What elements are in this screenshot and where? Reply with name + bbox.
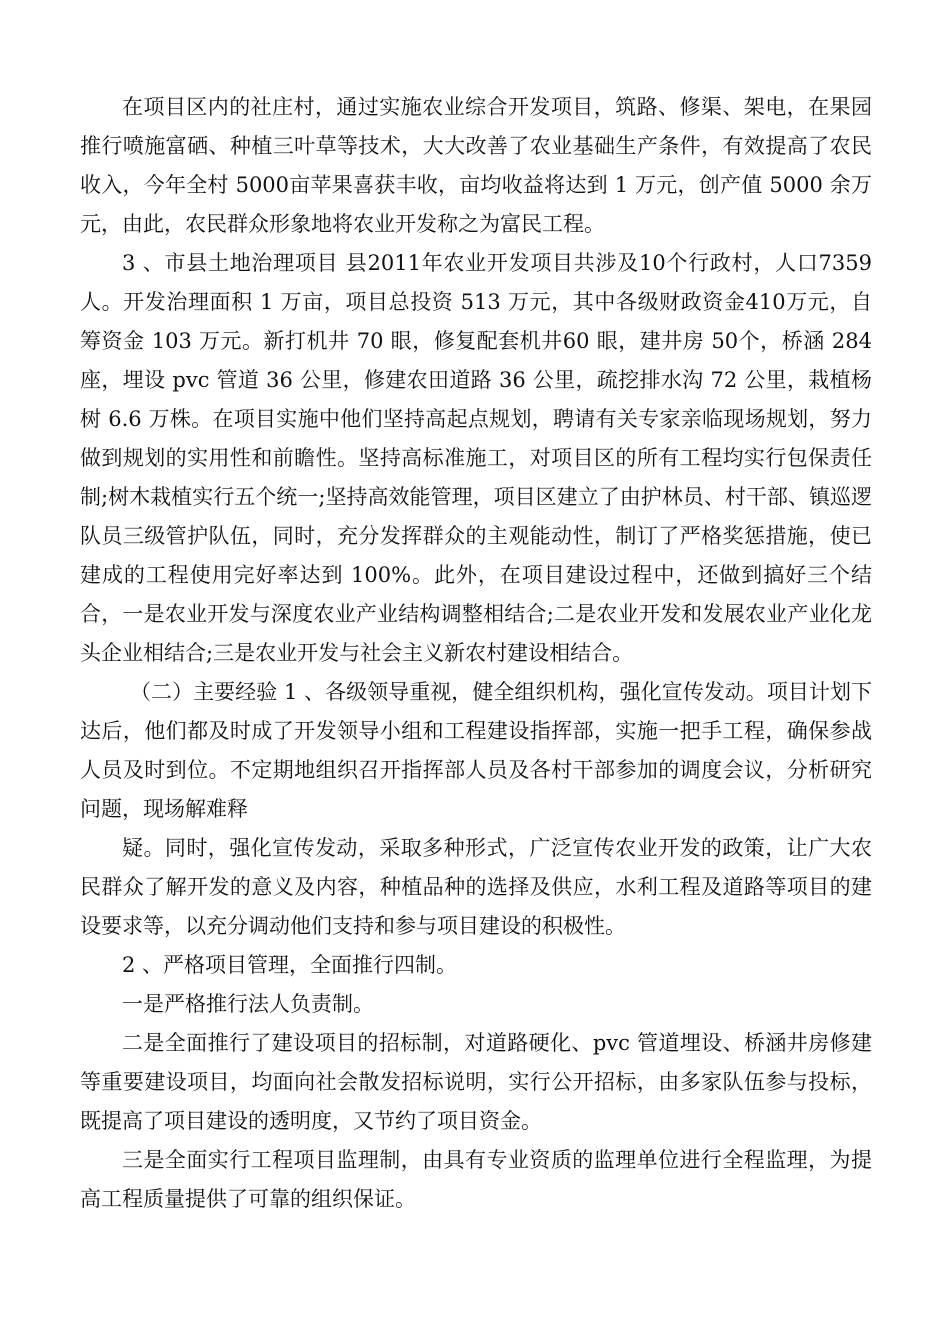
paragraph-land-treatment-project: 3 、市县土地治理项目 县2011年农业开发项目共涉及10个行政村，人口7359人。开发治理面积 1 万亩，项目总投资 513 万元，其中各级财政资金410万元，自筹资金 103 万元。新打机井 70 眼，修复配套机井60 眼，建井房 50个，桥涵 284 座，埋设 pvc 管道 36 公里，修建农田道路 36 公里，疏挖排水沟 72 公里，栽植杨树 6.6 万株。在项目实施中他们坚持高起点规划，聘请有关专家亲临现场规划，努力做到规划的实用性和前瞻性。坚持高标准施工，对项目区的所有工程均实行包保责任制;树木栽植实行五个统一;坚持高效能管理，项目区建立了由护林员、村干部、镇巡逻队员三级管护队伍，同时，充分发挥群众的主观能动性，制订了严格奖惩措施，使已建成的工程使用完好率达到 100%。此外，在项目建设过程中，还做到搞好三个结合，一是农业开发与深度农业产业结构调整相结合;二是农业开发和发展农业产业化龙头企业相结合;三是农业开发与社会主义新农村建设相结合。 bbox=[80, 251, 872, 665]
paragraph-shezhuang-village: 在项目区内的社庄村，通过实施农业综合开发项目，筑路、修渠、架电，在果园推行喷施富硒、种植三叶草等技术，大大改善了农业基础生产条件，有效提高了农民收入，今年全村 5000亩苹果喜获丰收，亩均收益将达到 1 万元，创产值 5000 余万元，由此，农民群众形象地将农业开发称之为富民工程。 bbox=[80, 95, 872, 236]
paragraph-publicity: 疑。同时，强化宣传发动，采取多种形式，广泛宣传农业开发的政策，让广大农民群众了解开发的意义及内容，种植品种的选择及供应，水利工程及道路等项目的建设要求等，以充分调动他们支持和参与项目建设的积极性。 bbox=[80, 836, 872, 938]
paragraph-legal-person-system: 一是严格推行法人负责制。 bbox=[122, 992, 374, 1016]
paragraph-main-experience: （二）主要经验 1 、各级领导重视，健全组织机构，强化宣传发动。项目计划下达后，他们都及时成了开发领导小组和工程建设指挥部，实施一把手工程，确保参战人员及时到位。不定期地组织召开指挥部人员及各村干部参加的调度会议，分析研究问题，现场解难释 bbox=[80, 680, 872, 821]
paragraph-bidding-system: 二是全面推行了建设项目的招标制，对道路硬化、pvc 管道埋设、桥涵井房修建等重要建设项目，均面向社会散发招标说明，实行公开招标，由多家队伍参与投标，既提高了项目建设的透明度，又节约了项目资金。 bbox=[80, 1031, 872, 1133]
document-body bbox=[80, 88, 872, 1219]
paragraph-project-management: 2 、严格项目管理，全面推行四制。 bbox=[122, 953, 458, 977]
paragraph-supervision-system: 三是全面实行工程项目监理制，由具有专业资质的监理单位进行全程监理，为提高工程质量提供了可靠的组织保证。 bbox=[80, 1148, 872, 1211]
